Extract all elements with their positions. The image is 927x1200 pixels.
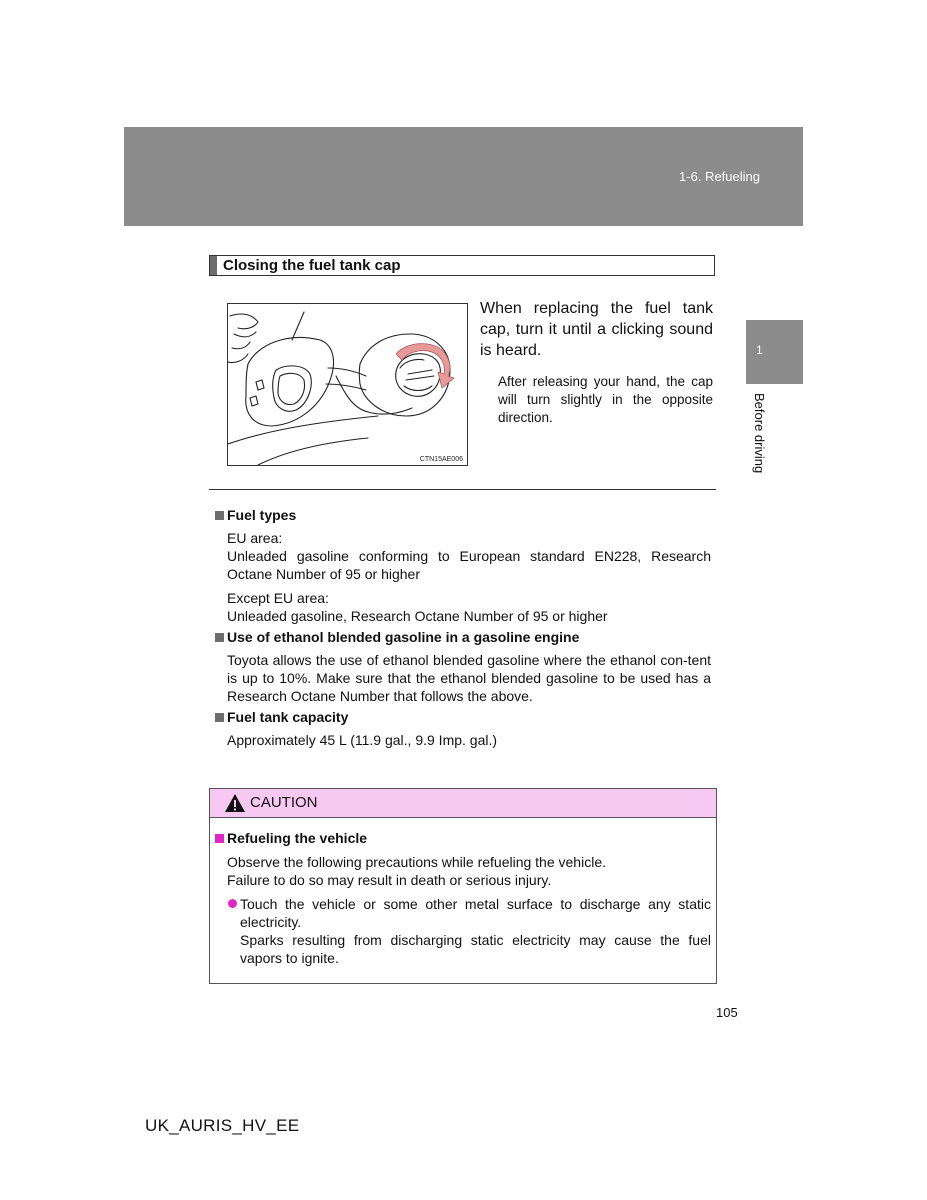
info-list: [215, 506, 711, 755]
page-number: 105: [716, 1005, 738, 1020]
caution-title: CAUTION: [250, 794, 318, 811]
chapter-tab: [746, 320, 803, 384]
caution-body: [227, 853, 711, 967]
info-topic-fuel-types: [215, 506, 711, 524]
section-title: 1-6. Refueling: [679, 169, 760, 184]
section-heading: [209, 255, 715, 276]
caution-title-bar: [210, 789, 716, 818]
caution-bullet-main: Touch the vehicle or some other metal surface to discharge any static electricity.: [240, 896, 711, 930]
chapter-number: 1: [756, 343, 763, 357]
figure-code: CTN15AE006: [419, 456, 463, 463]
caution-topic: [215, 829, 711, 847]
square-bullet-icon: [215, 633, 224, 642]
intro-note: After releasing your hand, the cap will turn slightly in the opposite direction.: [498, 374, 713, 425]
intro-text: When replacing the fuel tank cap, turn it until a clicking sound is heard.: [480, 300, 713, 359]
caution-box: [209, 788, 717, 984]
caution-line: Observe the following precautions while refueling the vehicle.: [227, 854, 606, 870]
caution-content: [215, 829, 711, 967]
square-bullet-icon: [215, 511, 224, 520]
info-topic-title: Fuel tank capacity: [227, 709, 349, 725]
caution-topic-title: Refueling the vehicle: [227, 830, 368, 846]
magenta-square-icon: [215, 834, 224, 843]
info-topic-title: Use of ethanol blended gasoline in a gasoline engine: [227, 629, 580, 645]
fuel-cap-illustration: [227, 303, 468, 466]
info-body: [227, 731, 711, 749]
info-topic-ethanol: [215, 628, 711, 646]
fuel-cap-drawing: [228, 304, 467, 465]
caution-bullet: [227, 895, 711, 967]
footer-code: UK_AURIS_HV_EE: [145, 1116, 300, 1135]
info-body: [227, 529, 711, 625]
info-body: [227, 651, 711, 705]
info-paragraph: EU area: Unleaded gasoline conforming to European standard EN228, Research Octane Number of 95 or higher: [227, 530, 711, 582]
square-bullet-icon: [215, 713, 224, 722]
header-band: [124, 127, 803, 226]
chapter-label: Before driving: [752, 393, 767, 474]
caution-bullet-sub: Sparks resulting from discharging static electricity may cause the fuel vapors to ignite.: [240, 932, 711, 966]
heading-text: Closing the fuel tank cap: [223, 257, 401, 274]
info-paragraph: Toyota allows the use of ethanol blended gasoline where the ethanol con-tent is up to 10%. Make sure that the ethanol blended gasoline to be used has a Research Octane Number that follows the above.: [227, 652, 711, 704]
info-topic-capacity: [215, 708, 711, 726]
info-paragraph: Approximately 45 L (11.9 gal., 9.9 Imp. gal.): [227, 732, 498, 748]
warning-triangle-icon: [224, 793, 246, 813]
caution-line: Failure to do so may result in death or serious injury.: [227, 872, 552, 888]
heading-marker: [210, 256, 217, 275]
info-paragraph: Except EU area: Unleaded gasoline, Research Octane Number of 95 or higher: [227, 590, 608, 624]
section-divider: [209, 489, 716, 490]
info-topic-title: Fuel types: [227, 507, 297, 523]
magenta-dot-icon: [228, 899, 237, 908]
